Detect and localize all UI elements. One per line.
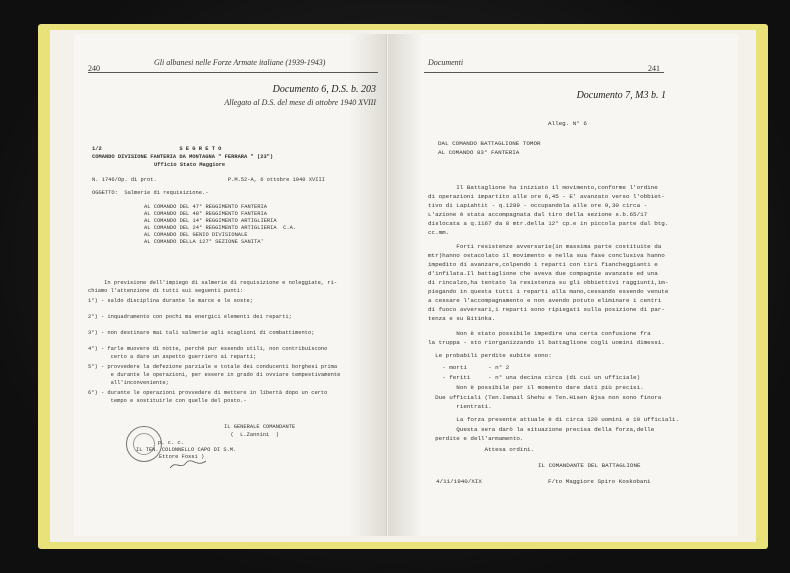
page-number: 240 bbox=[88, 64, 100, 73]
signature-name: ( L.Zannini ) bbox=[224, 432, 279, 438]
body-line: 2°) - inquadramento con pochi ma energici elementi dei reparti; bbox=[88, 314, 292, 320]
signature-title: IL COMANDANTE DEL BATTAGLIONE bbox=[538, 462, 641, 469]
certified-line: IL TEN. COLONNELLO CAPO DI S.M. bbox=[136, 447, 237, 453]
subject-line: OGGETTO: Salmerie di requisizione.- bbox=[92, 190, 209, 196]
body-line: Forti resistenze avversarie(in massima parte costituite da bbox=[428, 243, 662, 250]
body-line: chiamo l'attenzione di tutti sui seguenti punti: bbox=[88, 288, 244, 294]
running-header: Documenti bbox=[428, 58, 464, 67]
body-line: La forza presente attuale è di circa 120 uomini e 10 ufficiali. bbox=[428, 416, 679, 423]
addressee: AL COMANDO DEL 47° REGGIMENTO FANTERIA bbox=[144, 204, 267, 210]
body-line: a cessare l'accompagnamento e non avendo potuto eliminare i centri bbox=[428, 297, 662, 304]
body-line: di rincalzo,ha tentato la resistenza su gli obbiettivi raggiunti,im- bbox=[428, 279, 669, 286]
body-line: e durante le operazioni, per essere in grado di ovviare tempestivamente bbox=[88, 372, 341, 378]
document-title: Documento 7, M3 b. 1 bbox=[576, 90, 666, 101]
certified-line: Ettore Fossi ) bbox=[146, 454, 205, 460]
body-line: 4°) - farle muovere di notte, perchè pur essendo utili, non contribuiscono bbox=[88, 346, 328, 352]
addressee: AL COMANDO DEL 24° REGGIMENTO ARTIGLIERIA C.A. bbox=[144, 225, 297, 231]
body-line: Questa sera darò la situazione precisa della forza,delle bbox=[428, 426, 655, 433]
attachment-number: Alleg. N° 6 bbox=[548, 120, 587, 127]
to-line: AL COMANDO 83° FANTERIA bbox=[438, 149, 520, 156]
signature-title: IL GENERALE COMANDANTE bbox=[224, 424, 296, 430]
right-page bbox=[388, 34, 738, 536]
addressee: AL COMANDO DEL 48° REGGIMENTO FANTERIA bbox=[144, 211, 267, 217]
body-line: la truppa - sto riorganizzando il battaglione cogli uomini dimessi. bbox=[428, 339, 665, 346]
left-page bbox=[74, 34, 387, 536]
addressee: AL COMANDO DEL 14° REGGIMENTO ARTIGLIERIA bbox=[144, 218, 277, 224]
document-subtitle: Allegato al D.S. del mese di ottobre 1940 XVIII bbox=[224, 98, 376, 107]
page-number: 241 bbox=[648, 64, 660, 73]
running-header: Gli albanesi nelle Forze Armate italiane (1939-1943) bbox=[154, 58, 326, 67]
body-line: impedito di avanzare,colpendo i reparti con tiri fiancheggianti e bbox=[428, 261, 658, 268]
body-line: Non è possibile per il momento dare dati più precisi. bbox=[428, 384, 644, 391]
body-line: d'infilata.Il battaglione che aveva due compagnie avanzate ed una bbox=[428, 270, 658, 277]
body-line: 3°) - non destinare mai tali salmerie agli scaglioni di combattimento; bbox=[88, 330, 315, 336]
body-line: Le probabili perdite subite sono: bbox=[428, 352, 552, 359]
body-line: mtr)hanno ostacolato il movimento e nella sua fase conclusiva hanno bbox=[428, 252, 665, 259]
body-line: L'azione è stata accompagnata dal tiro della sezione s.b.65/17 bbox=[428, 211, 648, 218]
body-line: - feriti - n° una decina circa (di cui un ufficiale) bbox=[428, 374, 641, 381]
body-line: Il Battaglione ha iniziato il movimento,conforme l'ordine bbox=[428, 184, 658, 191]
body-line: 5°) - provvedere la defezione parziale e totale dei conducenti borghesi prima bbox=[88, 364, 338, 370]
body-line: 6°) - durante le operazioni provvedere di mettere in libertà dopo un certo bbox=[88, 390, 328, 396]
body-line: - morti - n° 2 bbox=[428, 364, 510, 371]
protocol-line: N. 1746/Op. di prot. P.M.52-A, 6 ottobre 1940 XVIII bbox=[92, 177, 325, 183]
body-line: all'inconveniente; bbox=[88, 380, 169, 386]
body-line: dislocata a q.1167 da 8 mtr.della 12° cp.e in piccola parte dal btg. bbox=[428, 220, 669, 227]
signature-name: F/to Maggiore Spiro Koskobani bbox=[548, 478, 651, 485]
body-line: tenza e su Bitinka. bbox=[428, 315, 496, 322]
body-line: di fuoco avversari,i reparti sono ripiegati sulla posizione di par- bbox=[428, 306, 665, 313]
date-line: 4/11/1940/XIX bbox=[436, 478, 482, 485]
addressee: AL COMANDO DELLA 127° SEZIONE SANITA' bbox=[144, 239, 264, 245]
body-line: tivo di Lapiahtit - q.1289 - occupandola alle ore 9,30 circa - bbox=[428, 202, 648, 209]
header-rule bbox=[88, 72, 378, 73]
body-line: tempo e sostituirle con quelle del posto.- bbox=[88, 398, 247, 404]
body-line: rientrati. bbox=[428, 403, 492, 410]
addressee: AL COMANDO DEL GENIO DIVISIONALE bbox=[144, 232, 248, 238]
from-line: DAL COMANDO BATTAGLIONE TOMOR bbox=[438, 140, 541, 147]
body-line: di operazioni impartito alle ore 6,45 - E' avanzato verso l'obbiet- bbox=[428, 193, 665, 200]
body-line: Due ufficiali (Ten.Ismail Shehu e Ten.Hisen Bjsa non sono finora bbox=[428, 394, 662, 401]
body-line: piegando in questa tutti i reparti alla mano,cessando essendo venute bbox=[428, 288, 669, 295]
office-line: Ufficio Stato Maggiore bbox=[154, 162, 226, 168]
body-line: Non è stato possibile impedire una certa confusione fra bbox=[428, 330, 651, 337]
body-line: Attesa ordini. bbox=[428, 446, 535, 453]
certified-line: p. c. c. bbox=[158, 440, 184, 446]
body-line: 1°) - saldo disciplina durante le marce e le soste; bbox=[88, 298, 253, 304]
command-line: COMANDO DIVISIONE FANTERIA DA MONTAGNA " FERRARA " (23") bbox=[92, 154, 274, 160]
body-line: cc.mm. bbox=[428, 229, 450, 236]
header-rule bbox=[424, 72, 664, 73]
ref-line: 1/2 S E G R E T O bbox=[92, 146, 222, 152]
document-title: Documento 6, D.S. b. 203 bbox=[272, 84, 376, 95]
body-line: perdite e dell'armamento. bbox=[428, 435, 524, 442]
handwritten-signature bbox=[168, 458, 208, 472]
body-line: certo a dare un aspetto guerriero ai reparti; bbox=[88, 354, 257, 360]
body-line: In previsione dell'impiego di salmerie di requisizione e noleggiate, ri- bbox=[88, 280, 338, 286]
